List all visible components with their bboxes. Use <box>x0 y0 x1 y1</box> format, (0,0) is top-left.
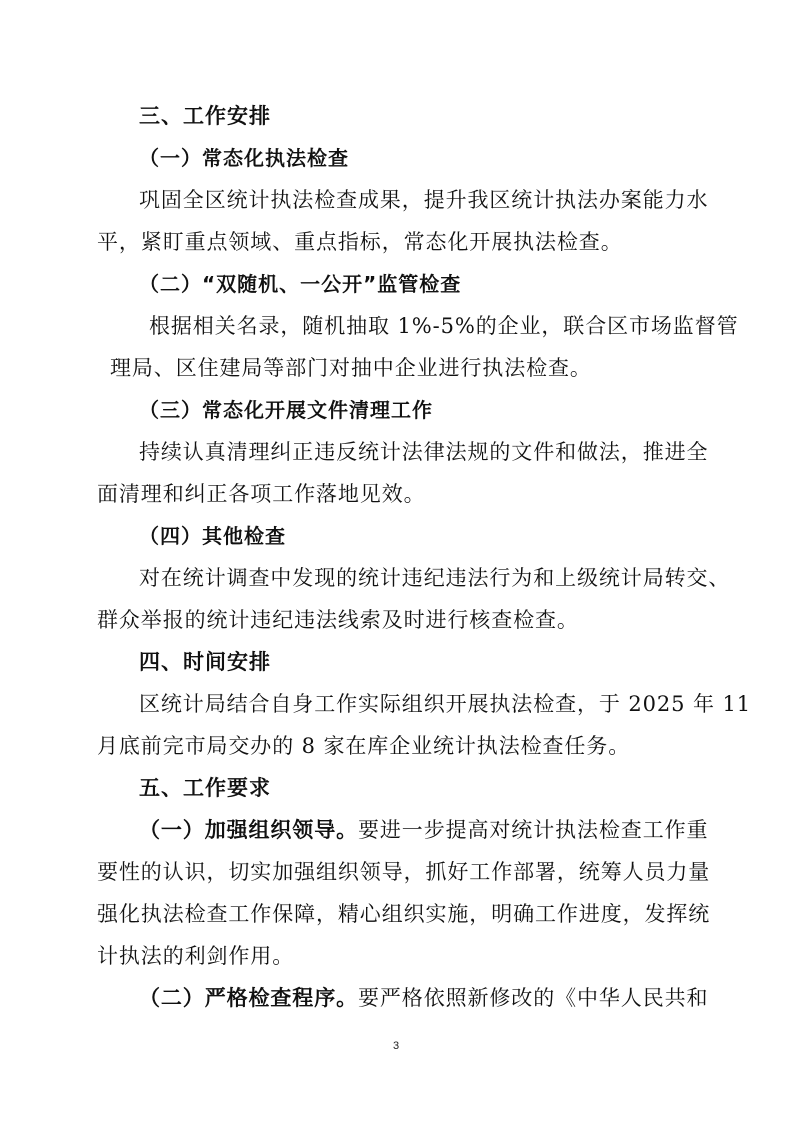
page-number: 3 <box>392 1040 400 1052</box>
subsection-heading-3: （三）常态化开展文件清理工作 <box>139 398 433 422</box>
requirement-lead: （二）严格检查程序。 <box>139 986 358 1010</box>
paragraph-line: 理局、区住建局等部门对抽中企业进行执法检查。 <box>110 356 592 380</box>
requirement-lead: （一）加强组织领导。 <box>139 818 358 842</box>
paragraph-line: 强化执法检查工作保障，精心组织实施，明确工作进度，发挥统 <box>97 902 711 926</box>
paragraph-line: 要性的认识，切实加强组织领导，抓好工作部署，统筹人员力量 <box>97 860 711 884</box>
section-heading-4: 四、时间安排 <box>139 650 271 674</box>
requirement-text: 要进一步提高对统计执法检查工作重 <box>358 818 709 842</box>
subsection-heading-4: （四）其他检查 <box>139 524 286 548</box>
paragraph-line: 计执法的利剑作用。 <box>97 944 295 968</box>
paragraph-line: 区统计局结合自身工作实际组织开展执法检查，于 2025 年 11 <box>139 692 751 716</box>
subsection-heading-1: （一）常态化执法检查 <box>139 146 349 170</box>
paragraph-line: 面清理和纠正各项工作落地见效。 <box>97 482 426 506</box>
paragraph-line: 月底前完市局交办的 8 家在库企业统计执法检查任务。 <box>97 734 631 758</box>
paragraph-line: 巩固全区统计执法检查成果，提升我区统计执法办案能力水 <box>139 188 709 212</box>
paragraph-line: 持续认真清理纠正违反统计法律法规的文件和做法，推进全 <box>139 440 709 464</box>
paragraph-line <box>139 818 708 842</box>
paragraph-line <box>139 986 708 1010</box>
subsection-heading-2: （二）“双随机、一公开”监管检查 <box>139 272 462 296</box>
paragraph-line: 对在统计调查中发现的统计违纪违法行为和上级统计局转交、 <box>139 566 731 590</box>
paragraph-line: 平，紧盯重点领域、重点指标，常态化开展执法检查。 <box>97 230 623 254</box>
section-heading-5: 五、工作要求 <box>139 776 271 800</box>
paragraph-line: 群众举报的统计违纪违法线索及时进行核查检查。 <box>97 608 579 632</box>
requirement-text: 要严格依照新修改的《中华人民共和 <box>358 986 709 1010</box>
section-heading-3: 三、工作安排 <box>139 104 271 128</box>
paragraph-line: 根据相关名录，随机抽取 1%-5%的企业，联合区市场监督管 <box>149 314 739 338</box>
